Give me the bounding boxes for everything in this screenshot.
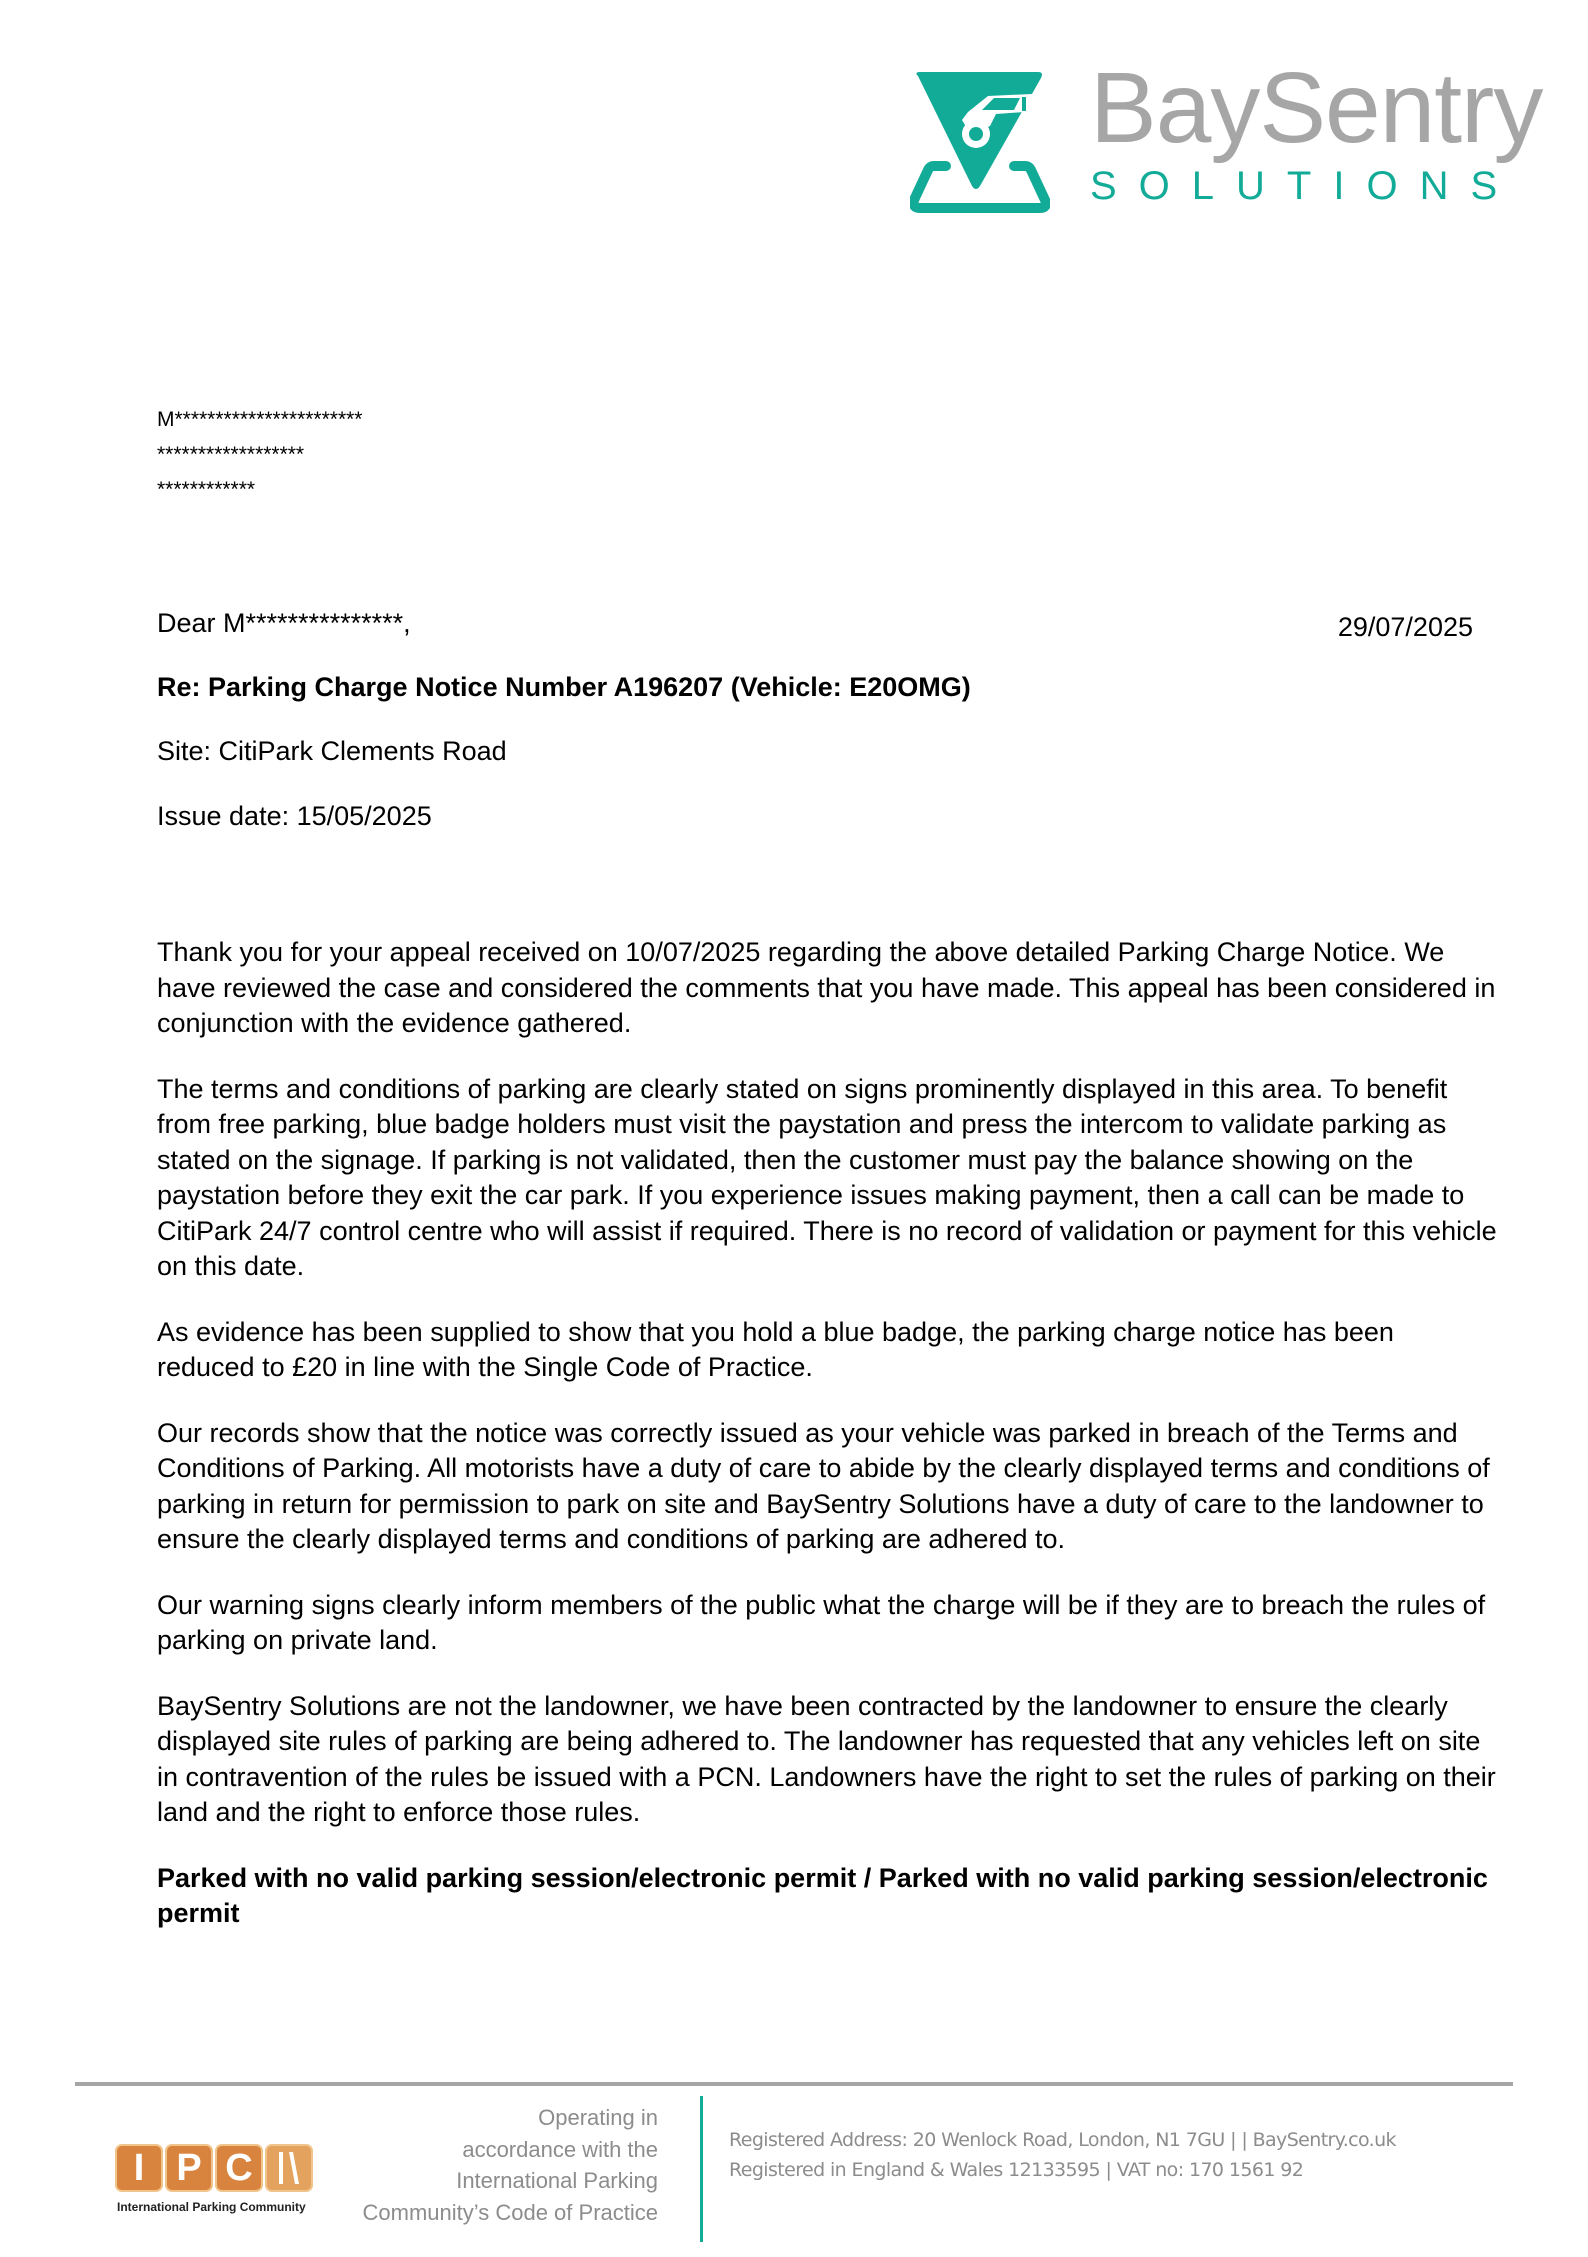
footer-divider	[75, 2082, 1513, 2086]
logo-wordmark: BaySentry	[1090, 52, 1543, 164]
recipient-line-3: ************	[157, 478, 256, 501]
salutation: Dear M***************,	[157, 608, 411, 638]
recipient-line-1: M***********************	[157, 408, 363, 431]
operating-line-1: Operating in	[538, 2105, 658, 2130]
letter-date: 29/07/2025	[1337, 612, 1473, 642]
logo-subtitle: SOLUTIONS	[1090, 164, 1520, 208]
ipc-logo	[117, 2146, 323, 2192]
operating-line-4: Community’s Code of Practice	[362, 2199, 658, 2225]
ipc-caption: International Parking Community	[117, 2200, 306, 2214]
operating-statement	[300, 2102, 658, 2228]
paragraph-terms-conditions: The terms and conditions of parking are clearly stated on signs prominently displayed in this area. To benefit from free parking, blue badge holders must visit the paystation and press the intercom to validate parking as stated on the signage. If parking is not validated, then the customer must pay the balance showing on the paystation before they exit the car park. If you experience issues making payment, then a call can be made to CitiPark 24/7 control centre who will assist if required. There is no record of validation or payment for this vehicle on this date.	[157, 1073, 1497, 1281]
ipc-letter-p: P	[167, 2146, 211, 2190]
ipc-letter-i: I	[117, 2146, 161, 2190]
issue-date-line: Issue date: 15/05/2025	[157, 801, 432, 831]
registered-address: Registered Address: 20 Wenlock Road, London, N1 7GU | | BaySentry.co.uk	[729, 2129, 1396, 2151]
paragraph-appeal-received: Thank you for your appeal received on 10/07/2025 regarding the above detailed Parking Charge Notice. We have reviewed the case and considered the comments that you have made. This appeal has been considered in conjunction with the evidence gathered.	[157, 937, 1496, 1038]
operating-line-2: accordance with the	[462, 2136, 658, 2162]
site-line: Site: CitiPark Clements Road	[157, 736, 507, 766]
recipient-line-2: ******************	[157, 443, 305, 466]
footer-vertical-divider	[700, 2096, 703, 2242]
letter-body	[157, 935, 1497, 1962]
registered-details	[729, 2125, 1396, 2185]
operating-line-3: International Parking	[456, 2168, 658, 2193]
contravention-reason: Parked with no valid parking session/electronic permit / Parked with no valid parking session/electronic permit	[157, 1862, 1488, 1928]
paragraph-blue-badge-reduction: As evidence has been supplied to show that you hold a blue badge, the parking charge notice has been reduced to £20 in line with the Single Code of Practice.	[157, 1316, 1394, 1382]
paragraph-breach: Our records show that the notice was correctly issued as your vehicle was parked in breach of the Terms and Conditions of Parking. All motorists have a duty of care to abide by the clearly displayed terms and conditions of parking in return for permission to park on site and BaySentry Solutions have a duty of care to the landowner to ensure the clearly displayed terms and conditions of parking are adhered to.	[157, 1417, 1490, 1554]
paragraph-warning-signs: Our warning signs clearly inform members of the public what the charge will be if they are to breach the rules of parking on private land.	[157, 1589, 1486, 1655]
letter-subject: Re: Parking Charge Notice Number A196207 (Vehicle: E20OMG)	[157, 672, 971, 702]
ipc-letter-c: C	[217, 2146, 261, 2190]
baysentry-logo-icon	[910, 70, 1050, 216]
paragraph-landowner: BaySentry Solutions are not the landowner, we have been contracted by the landowner to ensure the clearly displayed site rules of parking are being adhered to. The landowner has requested that any vehicles left on site in contravention of the rules be issued with a PCN. Landowners have the right to set the rules of parking on their land and the right to enforce those rules.	[157, 1690, 1496, 1827]
registered-company: Registered in England & Wales 12133595 | VAT no: 170 1561 92	[729, 2159, 1304, 2181]
